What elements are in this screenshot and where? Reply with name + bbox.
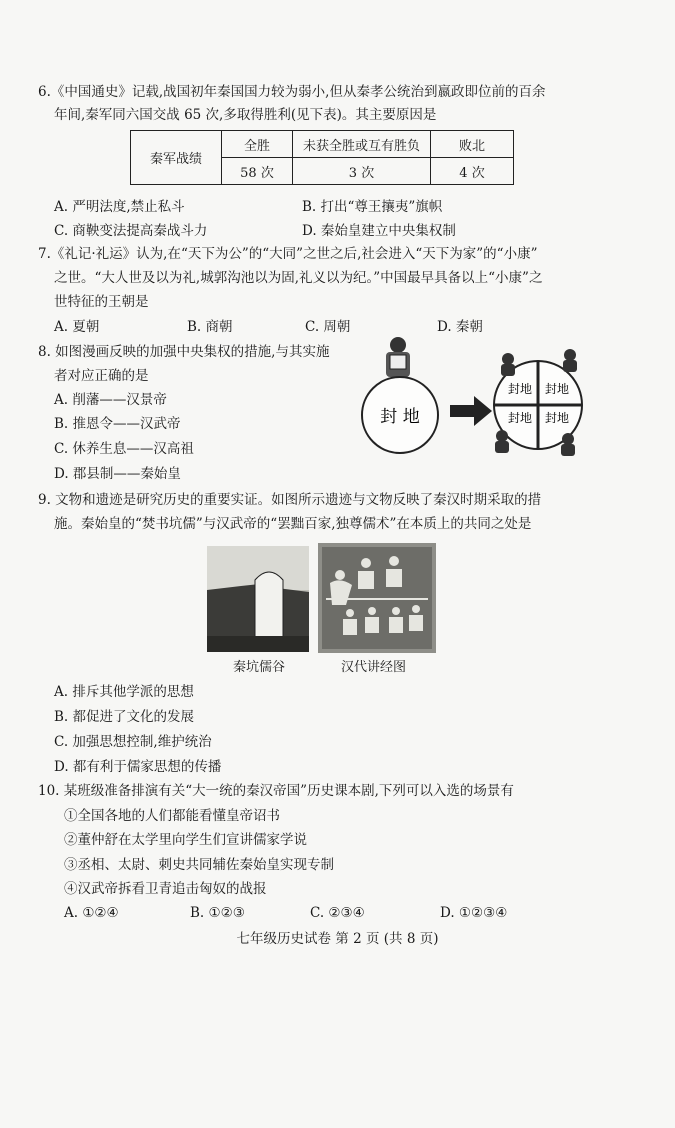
q8-option-c[interactable]: C. 休养生息——汉高祖 bbox=[54, 441, 194, 457]
q6-option-c[interactable]: C. 商鞅变法提高秦战斗力 bbox=[54, 223, 208, 239]
fief-label-3: 封地 bbox=[507, 411, 533, 425]
table-cell-draw: 3 次 bbox=[293, 158, 431, 185]
page-footer: 七年级历史试卷 第 2 页 (共 8 页) bbox=[236, 931, 439, 947]
q8-option-d[interactable]: D. 郡县制——秦始皇 bbox=[54, 466, 181, 482]
table-cell-full-win: 58 次 bbox=[222, 158, 293, 185]
q6-option-b[interactable]: B. 打出“尊王攘夷”旗帜 bbox=[302, 199, 443, 215]
caption-han-lecture: 汉代讲经图 bbox=[341, 660, 407, 675]
qin-ruins-photo bbox=[207, 546, 309, 652]
q10-option-a[interactable]: A. ①②④ bbox=[64, 905, 119, 921]
q7-option-a[interactable]: A. 夏朝 bbox=[54, 319, 100, 335]
q8-stem-line2: 者对应正确的是 bbox=[54, 368, 149, 384]
q10-option-c[interactable]: C. ②③④ bbox=[310, 905, 365, 921]
q7-stem-line1: 7.《礼记·礼运》认为,在“天下为公”的“大同”之世之后,社会进入“天下为家”的“小康” bbox=[38, 246, 538, 262]
q8-stem-line1: 8. 如图漫画反映的加强中央集权的措施,与其实施 bbox=[38, 344, 330, 360]
table-header-draw: 未获全胜或互有胜负 bbox=[293, 131, 431, 158]
fief-label-1: 封地 bbox=[507, 382, 533, 396]
arrow-right-icon bbox=[450, 396, 492, 426]
fief-label-4: 封地 bbox=[544, 411, 570, 425]
table-header-defeat: 败北 bbox=[431, 131, 514, 158]
big-fief-label: 封 地 bbox=[380, 407, 420, 427]
q7-option-c[interactable]: C. 周朝 bbox=[305, 319, 351, 335]
q6-stem-line2: 年间,秦军同六国交战 65 次,多取得胜利(见下表)。其主要原因是 bbox=[54, 107, 437, 123]
q6-stem-line1: 6.《中国通史》记载,战国初年秦国国力较为弱小,但从秦孝公统治到嬴政即位前的百余 bbox=[38, 84, 546, 100]
han-lecture-relief bbox=[318, 543, 436, 653]
fief-label-2: 封地 bbox=[544, 382, 570, 396]
q7-option-b[interactable]: B. 商朝 bbox=[187, 319, 233, 335]
q10-stem: 10. 某班级准备排演有关“大一统的秦汉帝国”历史课本剧,下列可以入选的场景有 bbox=[38, 783, 514, 799]
caption-qin-ruins: 秦坑儒谷 bbox=[233, 660, 286, 675]
q6-score-table bbox=[130, 130, 514, 185]
q9-stem-line1: 9. 文物和遗迹是研究历史的重要实证。如图所示遗迹与文物反映了秦汉时期采取的措 bbox=[38, 492, 542, 508]
q10-item-2: ②董仲舒在太学里向学生们宣讲儒家学说 bbox=[64, 832, 307, 848]
q9-option-b[interactable]: B. 都促进了文化的发展 bbox=[54, 709, 195, 725]
q8-cartoon bbox=[360, 333, 592, 458]
q10-item-3: ③丞相、太尉、刺史共同辅佐秦始皇实现专制 bbox=[64, 857, 334, 873]
q10-option-b[interactable]: B. ①②③ bbox=[190, 905, 245, 921]
q10-item-4: ④汉武帝拆看卫青追击匈奴的战报 bbox=[64, 881, 267, 897]
q8-option-b[interactable]: B. 推恩令——汉武帝 bbox=[54, 416, 181, 432]
official-figure-icon bbox=[386, 337, 410, 377]
table-header-full-win: 全胜 bbox=[222, 131, 293, 158]
q6-option-a[interactable]: A. 严明法度,禁止私斗 bbox=[54, 199, 185, 215]
q8-option-a[interactable]: A. 削藩——汉景帝 bbox=[54, 392, 167, 408]
table-row-header: 秦军战绩 bbox=[131, 131, 222, 185]
q10-item-1: ①全国各地的人们都能看懂皇帝诏书 bbox=[64, 808, 280, 824]
q9-option-a[interactable]: A. 排斥其他学派的思想 bbox=[54, 684, 194, 700]
q7-option-d[interactable]: D. 秦朝 bbox=[437, 319, 483, 335]
q9-option-c[interactable]: C. 加强思想控制,维护统治 bbox=[54, 734, 212, 750]
q9-stem-line2: 施。秦始皇的“焚书坑儒”与汉武帝的“罢黜百家,独尊儒术”在本质上的共同之处是 bbox=[54, 516, 532, 532]
q10-option-d[interactable]: D. ①②③④ bbox=[440, 905, 508, 921]
table-cell-defeat: 4 次 bbox=[431, 158, 514, 185]
q7-stem-line3: 世特征的王朝是 bbox=[54, 294, 149, 310]
q7-stem-line2: 之世。“大人世及以为礼,城郭沟池以为固,礼义以为纪。”中国最早具备以上“小康”之 bbox=[54, 270, 543, 286]
q6-option-d[interactable]: D. 秦始皇建立中央集权制 bbox=[302, 223, 456, 239]
q9-option-d[interactable]: D. 都有利于儒家思想的传播 bbox=[54, 759, 222, 775]
